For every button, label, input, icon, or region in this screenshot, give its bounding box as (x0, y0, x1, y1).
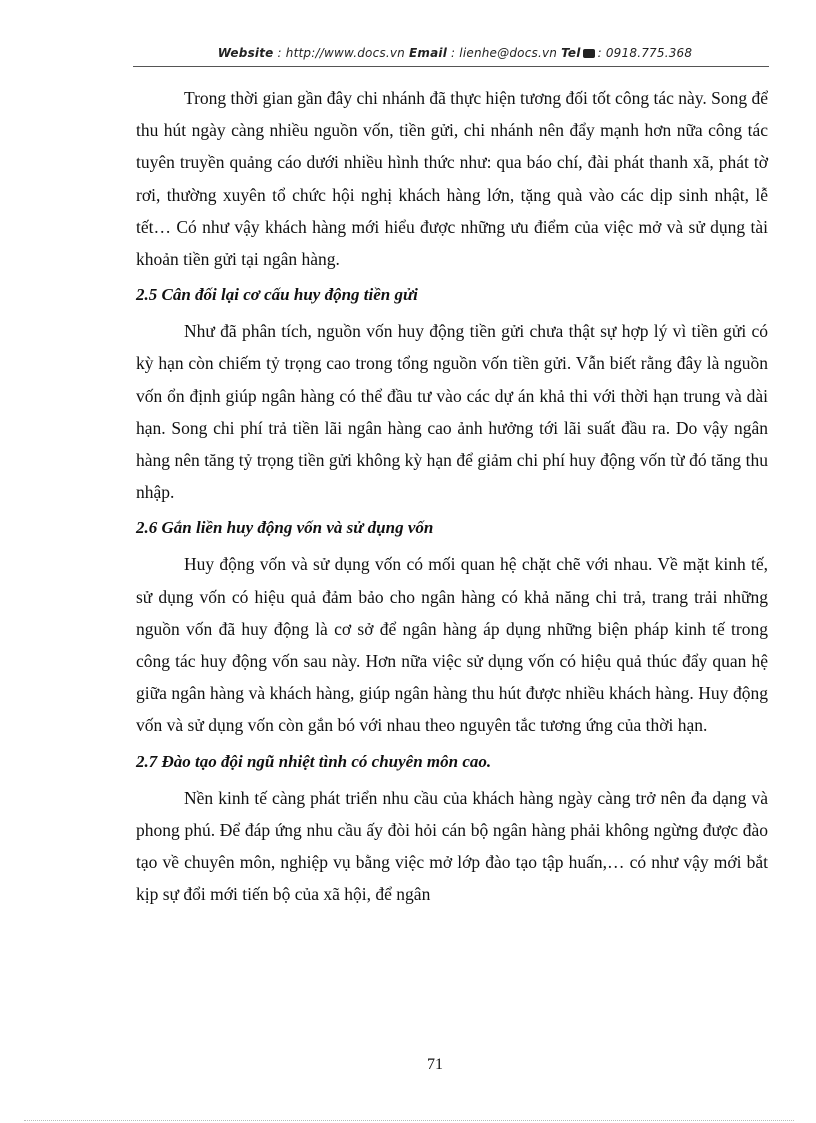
section-heading-2-6: 2.6 Gắn liền huy động vốn và sử dụng vốn (136, 518, 434, 538)
page-number: 71 (427, 1056, 443, 1073)
paragraph-4: Nền kinh tế càng phát triển nhu cầu của khách hàng ngày càng trở nên đa dạng và phong phú. Để đáp ứng nhu cầu ấy đòi hỏi cán bộ ngân hàng phải không ngừng được đào tạo về chuyên môn, nghiệp vụ bằng việc mở lớp đào tạo tập huấn,… có như vậy mới bắt kịp sự đổi mới tiến bộ của xã hội, để ngân (136, 787, 768, 905)
tel-number: : 0918.775.368 (597, 46, 693, 60)
page-header (140, 46, 770, 60)
section-heading-2-7: 2.7 Đào tạo đội ngũ nhiệt tình có chuyên môn cao. (136, 751, 492, 771)
website-separator: : (273, 46, 286, 60)
document-body (136, 82, 768, 910)
paragraph-3: Huy động vốn và sử dụng vốn có mối quan hệ chặt chẽ với nhau. Về mặt kinh tế, sử dụng vốn có hiệu quả đảm bảo cho ngân hàng có khả năng chi trả, trang trải những nguồn vốn đã huy động là cơ sở để ngân hàng áp dụng những biện pháp kinh tế trong công tác huy động vốn sau này. Hơn nữa việc sử dụng vốn có hiệu quả thúc đẩy quan hệ giữa ngân hàng và khách hàng, giúp ngân hàng thu hút được nhiều khách hàng. Huy động vốn và sử dụng vốn còn gắn bó với nhau theo nguyên tắc tương ứng của thời hạn. (136, 554, 768, 736)
website-label: Website (217, 46, 274, 60)
header-divider (133, 66, 769, 67)
phone-icon (583, 49, 595, 58)
section-heading-2-5: 2.5 Cân đối lại cơ cấu huy động tiền gửi (136, 285, 418, 305)
paragraph-2: Như đã phân tích, nguồn vốn huy động tiền gửi chưa thật sự hợp lý vì tiền gửi có kỳ hạn còn chiếm tỷ trọng cao trong tổng nguồn vốn tiền gửi. Vẫn biết rằng đây là nguồn vốn ổn định giúp ngân hàng có thể đầu tư vào các dự án khả thi với thời hạn trung và dài hạn. Song chi phí trả tiền lãi ngân hàng cao ảnh hưởng tới lãi suất đầu ra. Do vậy ngân hàng nên tăng tỷ trọng tiền gửi không kỳ hạn để giảm chi phí huy động vốn từ đó tăng thu nhập. (136, 321, 768, 503)
footer-divider (24, 1120, 794, 1121)
email-address[interactable]: lienhe@docs.vn (459, 46, 558, 60)
email-label: Email (408, 46, 448, 60)
website-url[interactable]: http://www.docs.vn (285, 46, 405, 60)
paragraph-1: Trong thời gian gần đây chi nhánh đã thực hiện tương đối tốt công tác này. Song để thu hút ngày càng nhiều nguồn vốn, tiền gửi, chi nhánh nên đẩy mạnh hơn nữa công tác tuyên truyền quảng cáo dưới nhiều hình thức như: qua báo chí, đài phát thanh xã, phát tờ rơi, thường xuyên tổ chức hội nghị khách hàng lớn, tặng quà vào các dịp sinh nhật, lễ tết… Có như vậy khách hàng mới hiểu được những ưu điểm của việc mở và sử dụng tài khoản tiền gửi tại ngân hàng. (136, 88, 768, 270)
email-separator: : (447, 46, 460, 60)
tel-label: Tel (561, 46, 581, 60)
